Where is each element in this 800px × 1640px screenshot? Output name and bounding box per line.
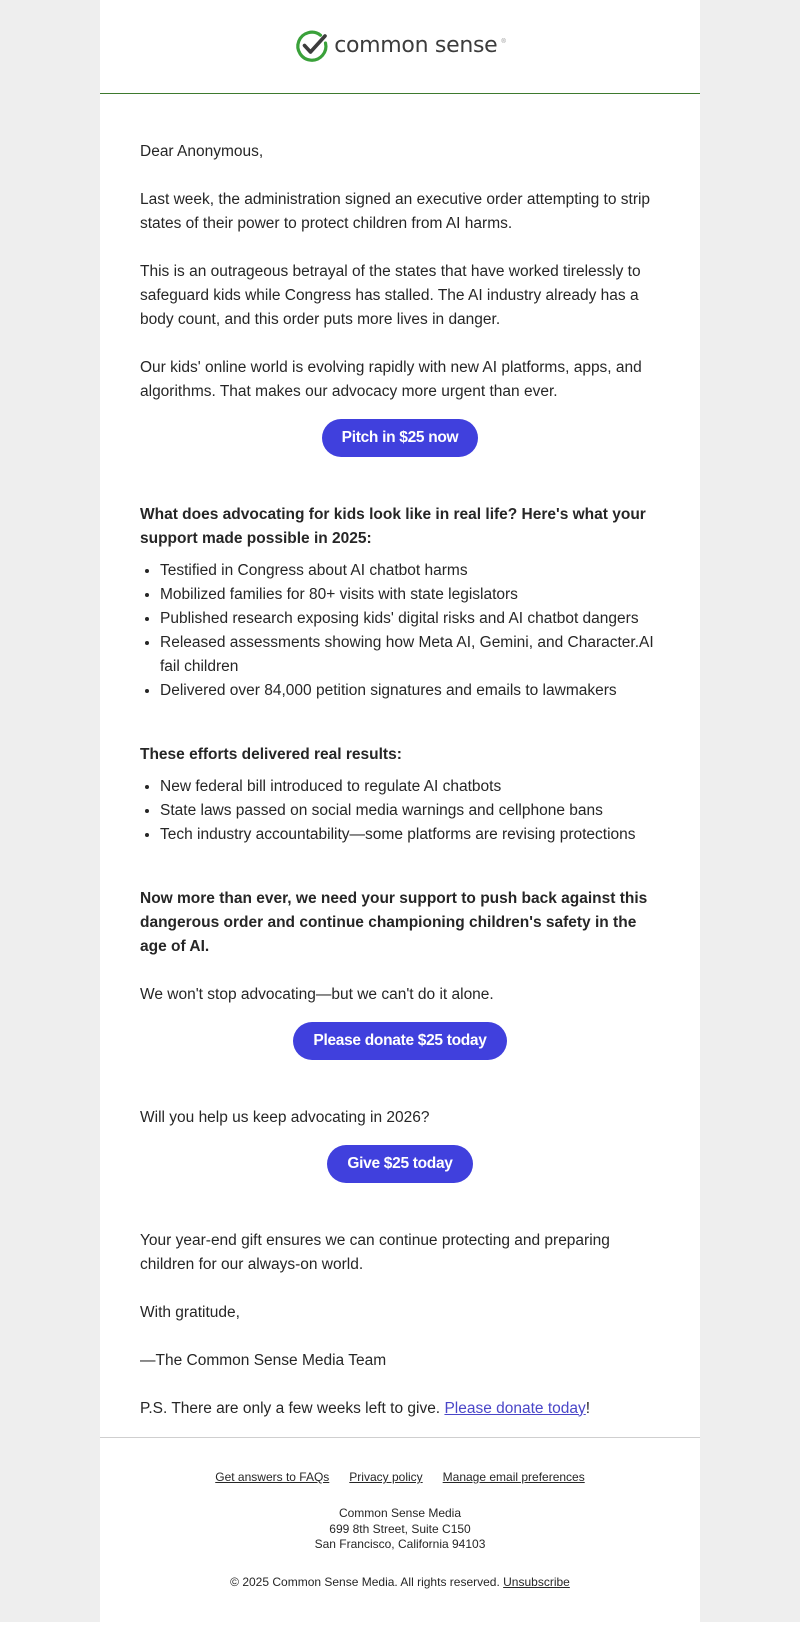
email-card [100,0,700,1622]
postscript [140,1397,660,1421]
address-street: 699 8th Street, Suite C150 [329,1521,471,1536]
email-header [100,0,700,94]
cta-2-container [100,1022,700,1060]
footer-copyright [100,1574,700,1590]
address-org: Common Sense Media [338,1506,462,1520]
appeal-line: We won't stop advocating—but we can't do it alone. [140,985,494,1003]
list-item: • Testified in Congress about AI chatbot harms [160,559,660,583]
postscript-donate-link[interactable]: Please donate today [444,1399,586,1417]
question-line: Will you help us keep advocating in 2026? [140,1108,430,1126]
give-button[interactable]: Give $25 today [327,1145,472,1183]
manage-email-preferences-link[interactable]: Manage email preferences [442,1470,585,1484]
results-list [140,775,660,847]
list-item: • Published research exposing kids' digital risks and AI chatbot dangers [160,607,660,631]
registered-mark: ® [501,38,506,45]
closing-paragraph: Your year-end gift ensures we can continue protecting and preparing children for our always-on world. [140,1231,610,1273]
cta-3-container [100,1145,700,1183]
unsubscribe-link[interactable]: Unsubscribe [503,1575,570,1589]
list-item: • Tech industry accountability—some platforms are revising protections [160,823,660,847]
checkmark-circle-icon [294,29,330,63]
pitch-in-button[interactable]: Pitch in $25 now [322,419,479,457]
appeal-bold-paragraph: Now more than ever, we need your support to push back against this dangerous order and continue championing children's safety in the age of AI. [140,889,648,955]
faq-link[interactable]: Get answers to FAQs [215,1470,330,1484]
paragraph-urgency: Our kids' online world is evolving rapidly with new AI platforms, apps, and algorithms. That makes our advocacy more urgent than ever. [140,358,642,400]
signature: —The Common Sense Media Team [140,1351,387,1369]
list-item: • New federal bill introduced to regulate AI chatbots [160,775,660,799]
cta-1-container [100,419,700,457]
signoff: With gratitude, [140,1303,240,1321]
footer-address [100,1506,700,1553]
postscript-text: P.S. There are only a few weeks left to give. [140,1399,445,1417]
paragraph-executive-order: Last week, the administration signed an executive order attempting to strip states of their power to protect children from AI harms. [140,190,651,232]
paragraph-betrayal: This is an outrageous betrayal of the states that have worked tirelessly to safeguard kids while Congress has stalled. The AI industry already has a body count, and this order puts more lives in danger. [140,262,641,328]
section-heading-achievements: What does advocating for kids look like in real life? Here's what your support made possible in 2025: [140,505,646,547]
donate-button[interactable]: Please donate $25 today [293,1022,506,1060]
common-sense-logo[interactable] [294,29,506,63]
greeting: Dear Anonymous, [140,142,264,160]
footer-links [100,1469,700,1485]
list-item: • Delivered over 84,000 petition signatures and emails to lawmakers [160,679,660,703]
list-item: • State laws passed on social media warnings and cellphone bans [160,799,660,823]
postscript-end: ! [585,1399,591,1417]
logo-wordmark: common sense [334,33,498,58]
list-item: • Mobilized families for 80+ visits with state legislators [160,583,660,607]
privacy-policy-link[interactable]: Privacy policy [349,1470,423,1484]
footer-divider [100,1437,700,1438]
achievements-list [140,559,660,703]
list-item: • Released assessments showing how Meta AI, Gemini, and Character.AI fail children [160,631,660,679]
address-city: San Francisco, California 94103 [314,1537,486,1551]
section-heading-results: These efforts delivered real results: [140,745,402,763]
copyright-text: © 2025 Common Sense Media. All rights reserved. [230,1575,504,1589]
